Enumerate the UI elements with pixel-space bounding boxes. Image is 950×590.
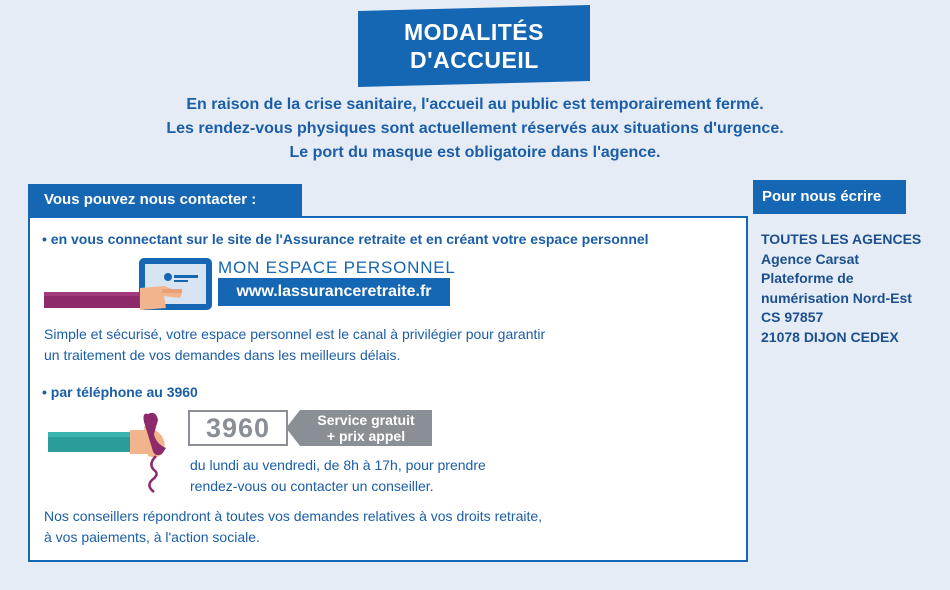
contact-heading: Vous pouvez nous contacter : (28, 184, 302, 216)
closing-line2: à vos paiements, à l'action sociale. (44, 529, 260, 545)
page-title (358, 5, 590, 87)
phone-bullet: • par téléphone au 3960 (42, 384, 198, 400)
page-title-line1: MODALITÉS (404, 19, 544, 46)
intro-line3: Le port du masque est obligatoire dans l'agence. (289, 144, 661, 161)
intro-line2: Les rendez-vous physiques sont actuellement réservés aux situations d'urgence. (166, 120, 784, 137)
closing-text (44, 506, 542, 548)
online-desc-line2: un traitement de vos demandes dans les meilleurs délais. (44, 347, 401, 363)
page-title-line2: D'ACCUEIL (409, 47, 539, 73)
espace-personnel-link[interactable]: www.lassuranceretraite.fr (218, 278, 450, 306)
phone-hours-line1: du lundi au vendredi, de 8h à 17h, pour prendre (190, 457, 486, 473)
service-line1: Service gratuit (317, 412, 415, 428)
address-line: Plateforme de (761, 270, 854, 286)
service-line2: + prix appel (326, 428, 406, 444)
service-price-label (300, 410, 432, 446)
address-line: TOUTES LES AGENCES (761, 231, 922, 247)
intro-line1: En raison de la crise sanitaire, l'accueil au public est temporairement fermé. (186, 96, 764, 113)
address-line: Agence Carsat (761, 250, 860, 267)
write-heading: Pour nous écrire (753, 180, 906, 214)
closing-line1: Nos conseillers répondront à toutes vos demandes relatives à vos droits retraite, (44, 508, 543, 524)
tablet-hand-icon (44, 258, 216, 318)
service-tag-arrow (286, 410, 300, 446)
online-desc-line1: Simple et sécurisé, votre espace personnel est le canal à privilégier pour garantir (44, 326, 546, 342)
online-bullet: • en vous connectant sur le site de l'Assurance retraite et en créant votre espace personnel (42, 231, 649, 247)
online-description (44, 324, 545, 366)
address-line: 21078 DIJON CEDEX (761, 328, 899, 345)
intro-notice (60, 93, 890, 165)
address-line: numérisation Nord-Est (761, 289, 912, 306)
phone-hours-line2: rendez-vous ou contacter un conseiller. (190, 478, 434, 494)
phone-number-3960[interactable]: 3960 (188, 410, 288, 446)
espace-personnel-title: MON ESPACE PERSONNEL (218, 258, 456, 277)
postal-address (761, 230, 946, 347)
address-line: CS 97857 (761, 309, 824, 325)
phone-hours (190, 455, 486, 497)
phone-handset-icon (48, 408, 178, 496)
